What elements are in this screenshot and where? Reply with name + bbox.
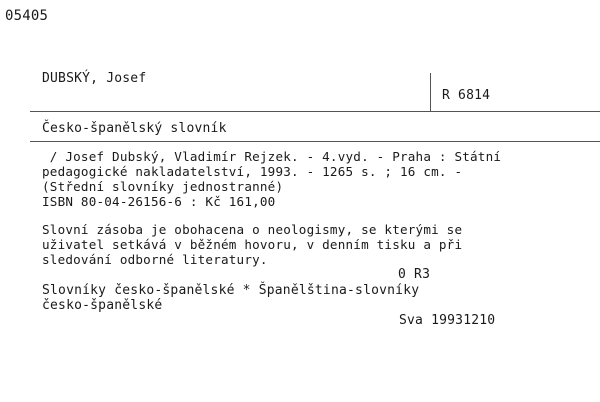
shelf-signature: R 6814 — [442, 88, 491, 103]
classification-code: 0 R3 — [398, 267, 431, 282]
header-vertical-divider — [430, 73, 431, 111]
isbn-line: ISBN 80-04-26156-6 : Kč 161,00 — [42, 194, 276, 209]
book-title: Česko-španělský slovník — [42, 121, 227, 136]
annotation-line-2: uživatel setkává v běžném hovoru, v denním tisku a při — [42, 237, 463, 252]
description-line-2: pedagogické nakladatelství, 1993. - 1265 s. ; 16 cm. - — [42, 164, 463, 179]
title-rule — [30, 141, 600, 142]
card-id-number: 05405 — [5, 8, 49, 24]
description-line-3: (Střední slovníky jednostranné) — [42, 179, 284, 194]
annotation-line-3: sledování odborné literatury. — [42, 252, 268, 267]
subject-line-1: Slovníky česko-španělské * Španělština-slovníky — [42, 283, 420, 298]
author-heading: DUBSKÝ, Josef — [42, 71, 147, 86]
header-rule — [30, 111, 600, 112]
description-line-1: / Josef Dubský, Vladimír Rejzek. - 4.vyd. - Praha : Státní — [42, 149, 502, 164]
date-stamp: Sva 19931210 — [399, 313, 496, 328]
subject-line-2: česko-španělské — [42, 298, 163, 313]
annotation-line-1: Slovní zásoba je obohacena o neologismy, se kterými se — [42, 222, 463, 237]
